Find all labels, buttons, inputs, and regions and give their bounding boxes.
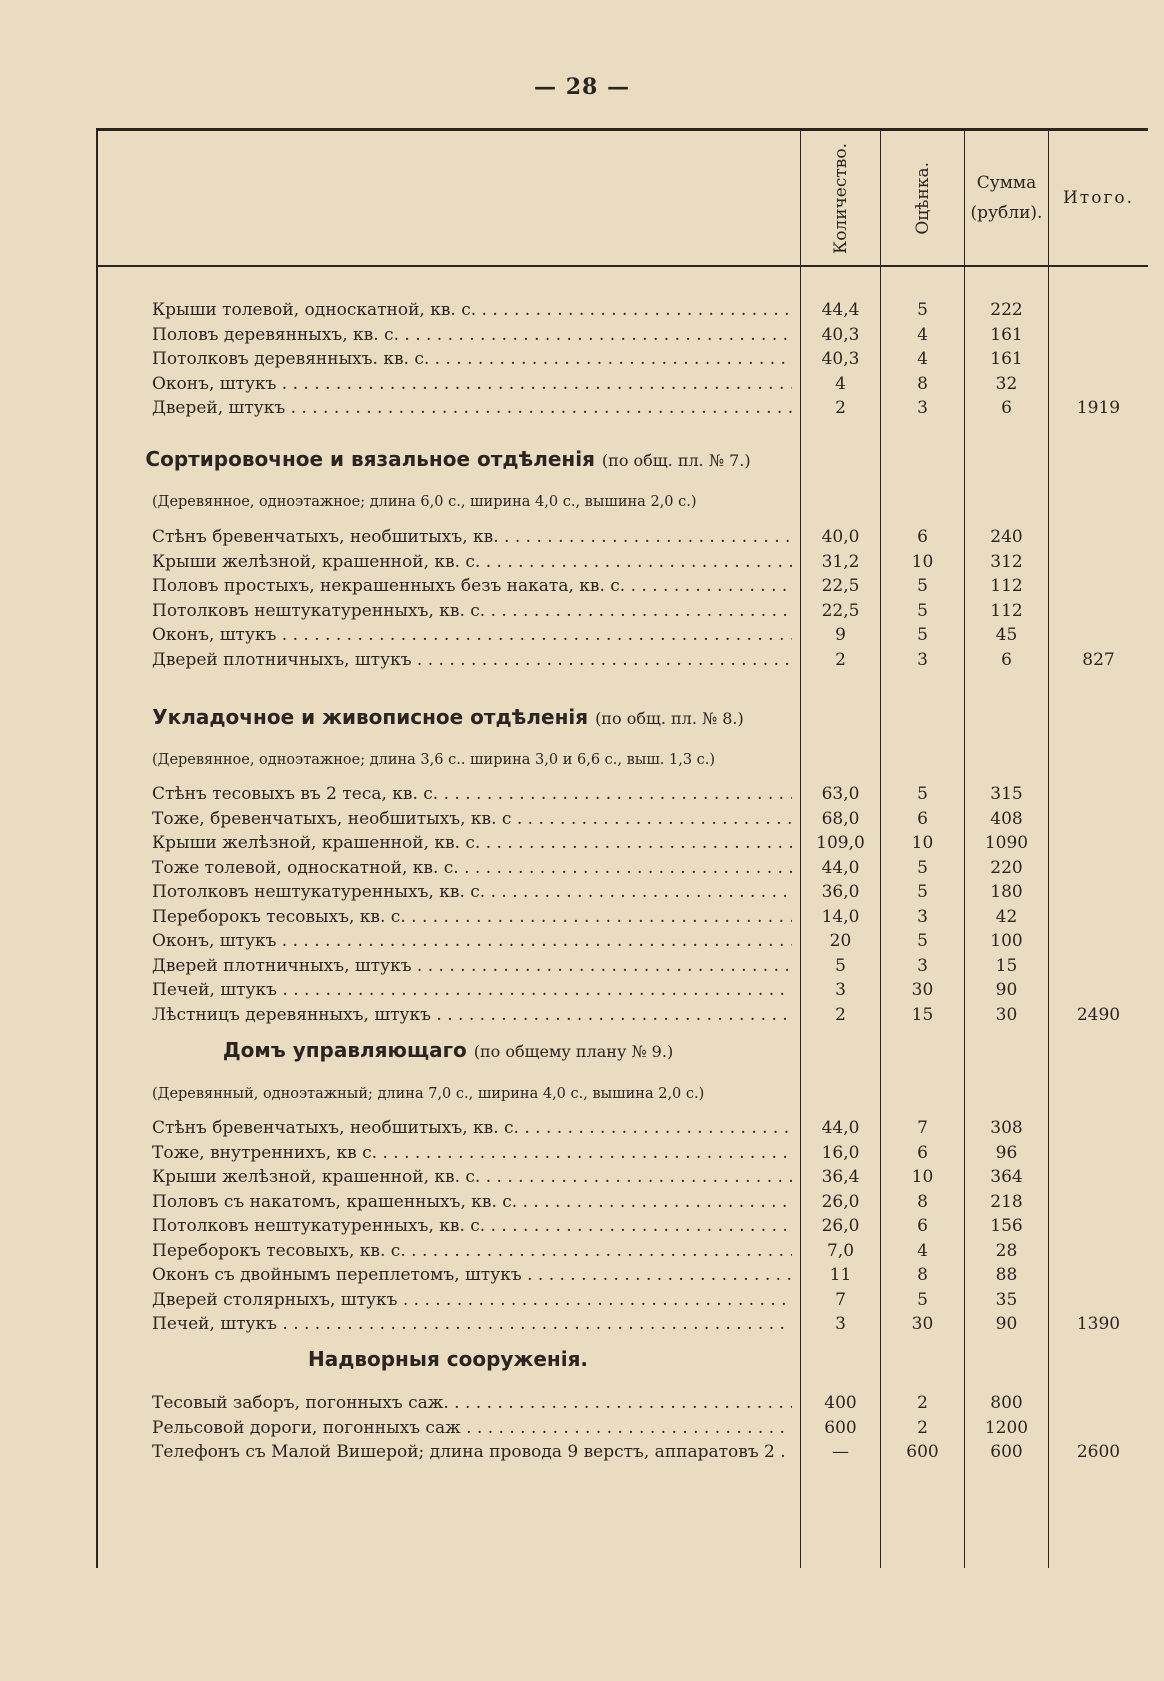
estimate-cell: 8 bbox=[917, 373, 928, 394]
table-row bbox=[96, 1390, 1148, 1416]
estimate-cell: 600 bbox=[906, 1442, 939, 1462]
estimate-cell: 30 bbox=[911, 1314, 934, 1334]
estimate-cell: 5 bbox=[917, 600, 928, 621]
estimate-cell: 30 bbox=[911, 980, 934, 1000]
estimate-cell: 5 bbox=[917, 300, 928, 320]
header-estimate: Оцѣнка. bbox=[912, 161, 933, 235]
quantity-cell: 22,5 bbox=[821, 576, 860, 596]
quantity-cell: 9 bbox=[835, 625, 846, 645]
sum-cell: 161 bbox=[990, 324, 1023, 345]
row-label: Половъ простыхъ, некрашенныхъ безъ наката, кв. с. . . . bbox=[152, 573, 792, 599]
row-label: Оконъ, штукъ . . . bbox=[152, 622, 792, 648]
section-title bbox=[96, 1035, 800, 1067]
estimate-cell: 5 bbox=[917, 784, 928, 804]
sum-cell: 315 bbox=[990, 784, 1023, 804]
header-sum: Сумма (рубли). bbox=[970, 173, 1043, 223]
quantity-cell: 2 bbox=[835, 649, 846, 670]
estimate-cell: 5 bbox=[917, 576, 928, 596]
row-label: Лѣстницъ деревянныхъ, штукъ . . . bbox=[152, 1002, 792, 1028]
total-cell: 827 bbox=[1082, 649, 1115, 670]
table-row bbox=[96, 1262, 1148, 1288]
sum-cell: 308 bbox=[990, 1118, 1023, 1138]
section-subtitle: (Деревянный, одноэтажный; длина 7,0 с., ширина 4,0 с., вышина 2,0 с.) bbox=[152, 1086, 705, 1102]
table-row bbox=[96, 953, 1148, 979]
sum-cell: 112 bbox=[990, 576, 1023, 596]
sum-cell: 15 bbox=[995, 955, 1018, 976]
quantity-cell: 5 bbox=[835, 955, 846, 976]
sum-cell: 90 bbox=[995, 1314, 1018, 1334]
table-row bbox=[96, 647, 1148, 673]
estimate-cell: 3 bbox=[917, 906, 928, 927]
row-label: Тесовый заборъ, погонныхъ саж. . . . bbox=[152, 1390, 792, 1416]
table-row bbox=[96, 346, 1148, 372]
sum-cell: 180 bbox=[990, 882, 1023, 902]
header-quantity: Количество. bbox=[830, 142, 851, 254]
table-row bbox=[96, 622, 1148, 648]
sum-cell: 161 bbox=[990, 349, 1023, 369]
estimate-cell: 6 bbox=[917, 808, 928, 829]
section-subtitle: (Деревянное, одноэтажное; длина 6,0 с., ширина 4,0 с., вышина 2,0 с.) bbox=[152, 494, 697, 510]
quantity-cell: 2 bbox=[835, 1004, 846, 1025]
total-cell: 2600 bbox=[1076, 1442, 1121, 1462]
quantity-cell: 36,0 bbox=[821, 882, 860, 902]
sum-cell: 35 bbox=[995, 1289, 1018, 1310]
sum-cell: 90 bbox=[995, 980, 1018, 1000]
estimate-cell: 4 bbox=[917, 349, 928, 369]
total-cell: 1919 bbox=[1076, 398, 1121, 418]
estimate-cell: 8 bbox=[917, 1265, 928, 1285]
quantity-cell: 22,5 bbox=[821, 600, 860, 621]
row-label: Крыши желѣзной, крашенной, кв. с. . . . bbox=[152, 549, 792, 575]
table-row bbox=[96, 395, 1148, 421]
quantity-cell: 3 bbox=[835, 1314, 846, 1334]
estimate-cell: 3 bbox=[917, 398, 928, 418]
sum-cell: 6 bbox=[1001, 398, 1012, 418]
sum-cell: 1200 bbox=[984, 1417, 1029, 1438]
quantity-cell: 26,0 bbox=[821, 1216, 860, 1236]
row-label: Оконъ съ двойнымъ переплетомъ, штукъ . . . bbox=[152, 1262, 792, 1288]
quantity-cell: 11 bbox=[829, 1265, 852, 1285]
sum-cell: 156 bbox=[990, 1216, 1023, 1236]
row-label: Крыши толевой, односкатной, кв. с. . . . bbox=[152, 297, 792, 323]
sum-cell: 222 bbox=[990, 300, 1023, 320]
table-row bbox=[96, 297, 1148, 323]
section-title-text: Надворныя сооруженія. bbox=[307, 1347, 589, 1371]
table-row bbox=[96, 1287, 1148, 1313]
estimate-cell: 5 bbox=[917, 1289, 928, 1310]
quantity-cell: 3 bbox=[835, 980, 846, 1000]
row-label: Стѣнъ бревенчатыхъ, необшитыхъ, кв. с. . . . bbox=[152, 1115, 792, 1141]
header-bottom-rule bbox=[96, 265, 1148, 267]
estimate-cell: 15 bbox=[911, 1004, 934, 1025]
table-row bbox=[96, 322, 1148, 348]
row-label: Крыши желѣзной, крашенной, кв. с. . . . bbox=[152, 830, 792, 856]
quantity-cell: 44,4 bbox=[821, 300, 860, 320]
quantity-cell: 2 bbox=[835, 398, 846, 418]
quantity-cell: 40,3 bbox=[821, 349, 860, 369]
table-row bbox=[96, 1415, 1148, 1441]
estimate-cell: 3 bbox=[917, 649, 928, 670]
section-title bbox=[96, 702, 800, 734]
row-label: Оконъ, штукъ . . . bbox=[152, 371, 792, 397]
table-row bbox=[96, 1140, 1148, 1166]
quantity-cell: 600 bbox=[824, 1417, 857, 1438]
table-row bbox=[96, 371, 1148, 397]
row-label: Дверей, штукъ . . . bbox=[152, 395, 792, 421]
row-label: Печей, штукъ . . . bbox=[152, 977, 792, 1003]
quantity-cell: 14,0 bbox=[821, 906, 860, 927]
estimate-cell: 4 bbox=[917, 324, 928, 345]
estimate-cell: 5 bbox=[917, 625, 928, 645]
row-label: Дверей столярныхъ, штукъ . . . bbox=[152, 1287, 792, 1313]
estimate-cell: 10 bbox=[911, 1167, 934, 1187]
quantity-cell: 31,2 bbox=[821, 551, 860, 572]
table-row bbox=[96, 1439, 1148, 1465]
estimate-cell: 6 bbox=[917, 527, 928, 547]
row-label: Потолковъ нештукатуренныхъ, кв. с. . . . bbox=[152, 598, 792, 624]
section-title bbox=[96, 1344, 800, 1374]
sum-cell: 312 bbox=[990, 551, 1023, 572]
sum-cell: 32 bbox=[995, 373, 1018, 394]
section-plan-note: (по общ. пл. № 8.) bbox=[595, 709, 744, 728]
sum-cell: 100 bbox=[990, 931, 1023, 951]
estimate-cell: 3 bbox=[917, 955, 928, 976]
estimate-cell: 2 bbox=[917, 1417, 928, 1438]
sum-cell: 240 bbox=[990, 527, 1023, 547]
quantity-cell: 400 bbox=[824, 1393, 857, 1413]
estimate-cell: 7 bbox=[917, 1118, 928, 1138]
quantity-cell: 16,0 bbox=[821, 1142, 860, 1163]
table-row bbox=[96, 1002, 1148, 1028]
row-label: Потолковъ нештукатуренныхъ, кв. с. . . . bbox=[152, 879, 792, 905]
sum-cell: 88 bbox=[995, 1265, 1018, 1285]
sum-cell: 30 bbox=[995, 1004, 1018, 1025]
page-number: — 28 — bbox=[534, 74, 630, 100]
estimate-cell: 6 bbox=[917, 1142, 928, 1163]
row-label: Переборокъ тесовыхъ, кв. с. . . . bbox=[152, 904, 792, 930]
table-row bbox=[96, 879, 1148, 905]
row-label: Переборокъ тесовыхъ, кв. с. . . . bbox=[152, 1238, 792, 1264]
row-label: Тоже, внутреннихъ, кв с. . . . bbox=[152, 1140, 792, 1166]
quantity-cell: 44,0 bbox=[821, 857, 860, 878]
row-label: Оконъ, штукъ . . . bbox=[152, 928, 792, 954]
table-row bbox=[96, 855, 1148, 881]
quantity-cell: 36,4 bbox=[821, 1167, 860, 1187]
quantity-cell: 40,0 bbox=[821, 527, 860, 547]
sum-cell: 1090 bbox=[984, 833, 1029, 853]
table-row bbox=[96, 781, 1148, 807]
table-row bbox=[96, 977, 1148, 1003]
row-label: Стѣнъ тесовыхъ въ 2 теса, кв. с. . . . bbox=[152, 781, 792, 807]
header-total: Итого. bbox=[1062, 188, 1134, 208]
section-plan-note: (по общ. пл. № 7.) bbox=[601, 451, 751, 470]
table-row bbox=[96, 806, 1148, 832]
table-row bbox=[96, 549, 1148, 575]
sum-cell: 800 bbox=[990, 1393, 1023, 1413]
table-row bbox=[96, 598, 1148, 624]
table-row bbox=[96, 1311, 1148, 1337]
sum-cell: 220 bbox=[990, 857, 1023, 878]
sum-cell: 45 bbox=[995, 625, 1018, 645]
row-label: Дверей плотничныхъ, штукъ . . . bbox=[152, 647, 792, 673]
sum-cell: 408 bbox=[990, 808, 1023, 829]
sum-cell: 600 bbox=[990, 1442, 1023, 1462]
sum-cell: 42 bbox=[995, 906, 1018, 927]
row-label: Половъ съ накатомъ, крашенныхъ, кв. с. . . . bbox=[152, 1189, 792, 1215]
row-label: Потолковъ деревянныхъ. кв. с. . . . bbox=[152, 346, 792, 372]
sum-cell: 364 bbox=[990, 1167, 1023, 1187]
sum-cell: 112 bbox=[990, 600, 1023, 621]
table-row bbox=[96, 1164, 1148, 1190]
sum-cell: 218 bbox=[990, 1191, 1023, 1212]
estimate-cell: 5 bbox=[917, 882, 928, 902]
estimate-cell: 8 bbox=[917, 1191, 928, 1212]
table-row bbox=[96, 524, 1148, 550]
quantity-cell: 68,0 bbox=[821, 808, 860, 829]
table-row bbox=[96, 1238, 1148, 1264]
total-cell: 2490 bbox=[1076, 1004, 1121, 1025]
table-row bbox=[96, 830, 1148, 856]
table-row bbox=[96, 904, 1148, 930]
section-plan-note: (по общему плану № 9.) bbox=[473, 1042, 674, 1061]
table-row bbox=[96, 1189, 1148, 1215]
section-title-text: Укладочное и живописное отдѣленія bbox=[152, 705, 589, 729]
table-row bbox=[96, 573, 1148, 599]
section-title-text: Сортировочное и вязальное отдѣленія bbox=[145, 447, 595, 471]
quantity-cell: 20 bbox=[829, 931, 852, 951]
total-cell: 1390 bbox=[1076, 1314, 1121, 1334]
sum-cell: 6 bbox=[1001, 649, 1012, 670]
estimate-cell: 10 bbox=[911, 833, 934, 853]
estimate-cell: 6 bbox=[917, 1216, 928, 1236]
estimate-cell: 4 bbox=[917, 1240, 928, 1261]
quantity-cell: 109,0 bbox=[816, 833, 865, 853]
sum-cell: 28 bbox=[995, 1240, 1018, 1261]
row-label: Тоже, бревенчатыхъ, необшитыхъ, кв. с . . . bbox=[152, 806, 792, 832]
row-label: Потолковъ нештукатуренныхъ, кв. с. . . . bbox=[152, 1213, 792, 1239]
table-row bbox=[96, 1213, 1148, 1239]
quantity-cell: 4 bbox=[835, 373, 846, 394]
row-label: Рельсовой дороги, погонныхъ саж . . . bbox=[152, 1415, 792, 1441]
row-label: Дверей плотничныхъ, штукъ . . . bbox=[152, 953, 792, 979]
quantity-cell: 40,3 bbox=[821, 324, 860, 345]
row-label: Телефонъ съ Малой Вишерой; длина провода 9 верстъ, аппаратовъ 2 . . . bbox=[152, 1439, 792, 1465]
quantity-cell: 7 bbox=[835, 1289, 846, 1310]
sum-cell: 96 bbox=[995, 1142, 1018, 1163]
section-title-text: Домъ управляющаго bbox=[222, 1038, 467, 1062]
section-title bbox=[96, 444, 800, 476]
quantity-cell: 7,0 bbox=[826, 1240, 855, 1261]
row-label: Стѣнъ бревенчатыхъ, необшитыхъ, кв. . . . bbox=[152, 524, 792, 550]
row-label: Крыши желѣзной, крашенной, кв. с. . . . bbox=[152, 1164, 792, 1190]
row-label: Тоже толевой, односкатной, кв. с. . . . bbox=[152, 855, 792, 881]
row-label: Половъ деревянныхъ, кв. с. . . . bbox=[152, 322, 792, 348]
estimate-cell: 2 bbox=[917, 1393, 928, 1413]
quantity-cell: 26,0 bbox=[821, 1191, 860, 1212]
table-row bbox=[96, 1115, 1148, 1141]
estimate-cell: 10 bbox=[911, 551, 934, 572]
estimate-table bbox=[96, 128, 1148, 1568]
quantity-cell: — bbox=[832, 1442, 849, 1462]
quantity-cell: 63,0 bbox=[821, 784, 860, 804]
quantity-cell: 44,0 bbox=[821, 1118, 860, 1138]
row-label: Печей, штукъ . . . bbox=[152, 1311, 792, 1337]
section-subtitle: (Деревянное, одноэтажное; длина 3,6 с.. ширина 3,0 и 6,6 с., выш. 1,3 с.) bbox=[152, 752, 716, 768]
estimate-cell: 5 bbox=[917, 857, 928, 878]
estimate-cell: 5 bbox=[917, 931, 928, 951]
table-row bbox=[96, 928, 1148, 954]
